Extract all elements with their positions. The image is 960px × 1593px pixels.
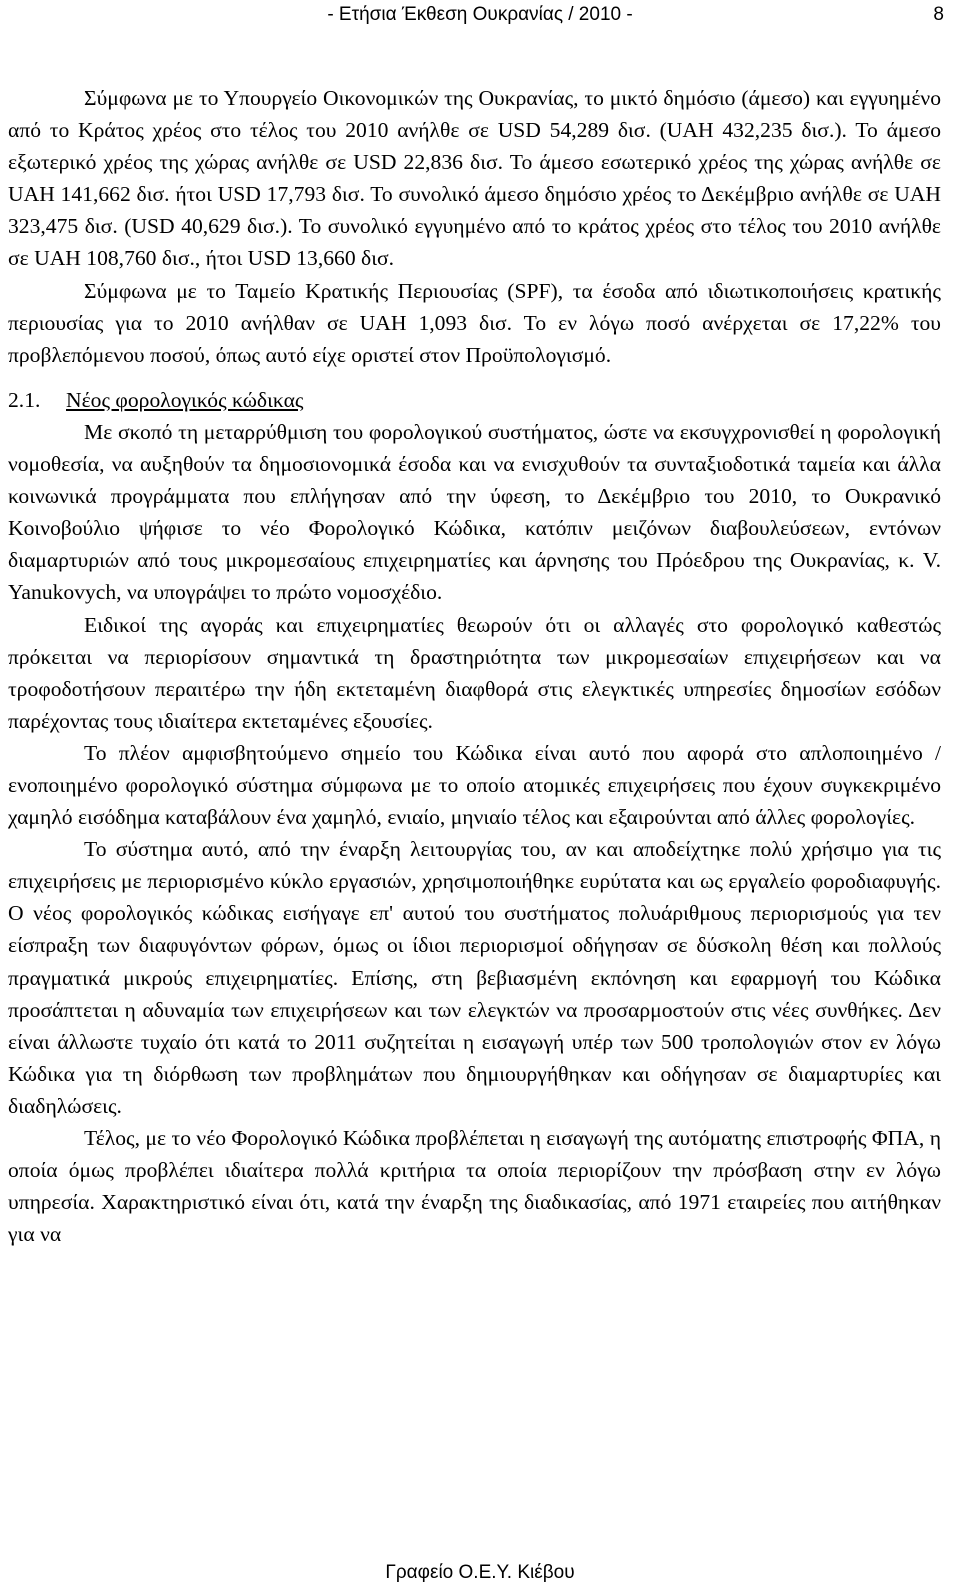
paragraph: Με σκοπό τη μεταρρύθμιση του φορολογικού συστήματος, ώστε να εκσυγχρονισθεί η φορολογική νομοθεσία, να αυξηθούν τα δημοσιονομικά έσοδα και να ενισχυθούν τα συνταξιοδοτικά ταμεία και άλλα κοινωνικά προγράμματα που επλήγησαν από την ύφεση, το Δεκέμβριο του 2010, το Ουκρανικό Κοινοβούλιο ψήφισε το νέο Φορολογικό Κώδικα, κατόπιν μειζόνων διαβουλεύσεων, εντόνων διαμαρτυριών από τους μικρομεσαίους επιχειρηματίες και άρνησης του Πρόεδρου της Ουκρανίας, κ. V. Yanukovych, να υπογράψει το πρώτο νομοσχέδιο. <box>8 419 941 605</box>
section-title: Νέος φορολογικός κώδικας <box>66 387 304 412</box>
header-title: - Ετήσια Έκθεση Ουκρανίας / 2010 - <box>327 4 633 25</box>
paragraph: Τέλος, με το νέο Φορολογικό Κώδικα προβλέπεται η εισαγωγή της αυτόματης επιστροφής ΦΠΑ, η οποία όμως προβλέπει ιδιαίτερα πολλά κριτήρια τα οποία περιορίζουν την πρόσβαση στην εν λόγω υπηρεσία. Χαρακτηριστικό είναι ότι, κατά την έναρξη της διαδικασίας, από 1971 εταιρείες που αιτήθηκαν για να <box>8 1126 941 1247</box>
body-text <box>8 82 941 1250</box>
page-footer: Γραφείο Ο.Ε.Υ. Κιέβου <box>385 1562 575 1583</box>
section-number: 2.1. <box>8 387 41 412</box>
section-heading <box>8 384 941 416</box>
paragraph: Το σύστημα αυτό, από την έναρξη λειτουργίας του, αν και αποδείχτηκε πολύ χρήσιμο για τις επιχειρήσεις με περιορισμένο κύκλο εργασιών, χρησιμοποιήθηκε ευρύτατα και ως εργαλείο φοροδιαφυγής. Ο νέος φορολογικός κώδικας εισήγαγε επ' αυτού του συστήματος πολυάριθμους περιορισμούς για τεν είσπραξη των διαφυγόντων φόρων, όμως οι ίδιοι περιορισμοί οδήγησαν σε δύσκολη θέση και πολλούς πραγματικά μικρούς επιχειρηματίες. Επίσης, στη βεβιασμένη εκπόνηση και εφαρμογή του Κώδικα προσάπτεται η αδυναμία των επιχειρήσεων και των ελεγκτών να προσαρμοστούν στις νέες συνθήκες. Δεν είναι άλλωστε τυχαίο ότι κατά το 2011 συζητείται η εισαγωγή υπέρ των 500 τροπολογιών στον εν λόγω Κώδικα για τη διόρθωση των προβλημάτων που δημιουργήθηκαν και οδήγησαν σε διαμαρτυρίες και διαδηλώσεις. <box>8 837 941 1118</box>
paragraph: Το πλέον αμφισβητούμενο σημείο του Κώδικα είναι αυτό που αφορά στο απλοποιημένο / ενοποιημένο φορολογικό σύστημα σύμφωνα με το οποίο ατομικές επιχειρήσεις που έχουν συγκεκριμένο χαμηλό εισόδημα καταβάλουν ένα χαμηλό, ενιαίο, μηνιαίο τέλος και εξαιρούνται από άλλες φορολογίες. <box>8 740 941 830</box>
paragraph: Ειδικοί της αγοράς και επιχειρηματίες θεωρούν ότι οι αλλαγές στο φορολογικό καθεστώς πρόκειται να περιορίσουν σημαντικά τη δραστηριότητα των μικρομεσαίων επιχειρήσεων και να τροφοδοτήσουν περαιτέρω την ήδη εκτεταμένη διαφθορά στις ελεγκτικές υπηρεσίες δημοσίων εσόδων παρέχοντας τους ιδιαίτερα εκτεταμένες εξουσίες. <box>8 612 941 733</box>
paragraph: Σύμφωνα με το Ταμείο Κρατικής Περιουσίας (SPF), τα έσοδα από ιδιωτικοποιήσεις κρατικής περιουσίας για το 2010 ανήλθαν σε UAH 1,093 δισ. Το εν λόγω ποσό ανέρχεται σε 17,22% του προβλεπόμενου ποσού, όπως αυτό είχε οριστεί στον Προϋπολογισμό. <box>8 278 941 367</box>
page-header <box>0 4 960 32</box>
paragraph: Σύμφωνα με το Υπουργείο Οικονομικών της Ουκρανίας, το μικτό δημόσιο (άμεσο) και εγγυημένο από το Κράτος χρέος στο τέλος του 2010 ανήλθε σε USD 54,289 δισ. (UAH 432,235 δισ.). Το άμεσο εξωτερικό χρέος της χώρας ανήλθε σε USD 22,836 δισ. Το άμεσο εσωτερικό χρέος της χώρας ανήλθε σε UAH 141,662 δισ. ήτοι USD 17,793 δισ. Το συνολικό άμεσο δημόσιο χρέος το Δεκέμβριο ανήλθε σε UAH 323,475 δισ. (USD 40,629 δισ.). Το συνολικό εγγυημένο από το κράτος χρέος στο τέλος του 2010 ανήλθε σε UAH 108,760 δισ., ήτοι USD 13,660 δισ. <box>8 86 941 271</box>
page-number: 8 <box>933 4 944 25</box>
